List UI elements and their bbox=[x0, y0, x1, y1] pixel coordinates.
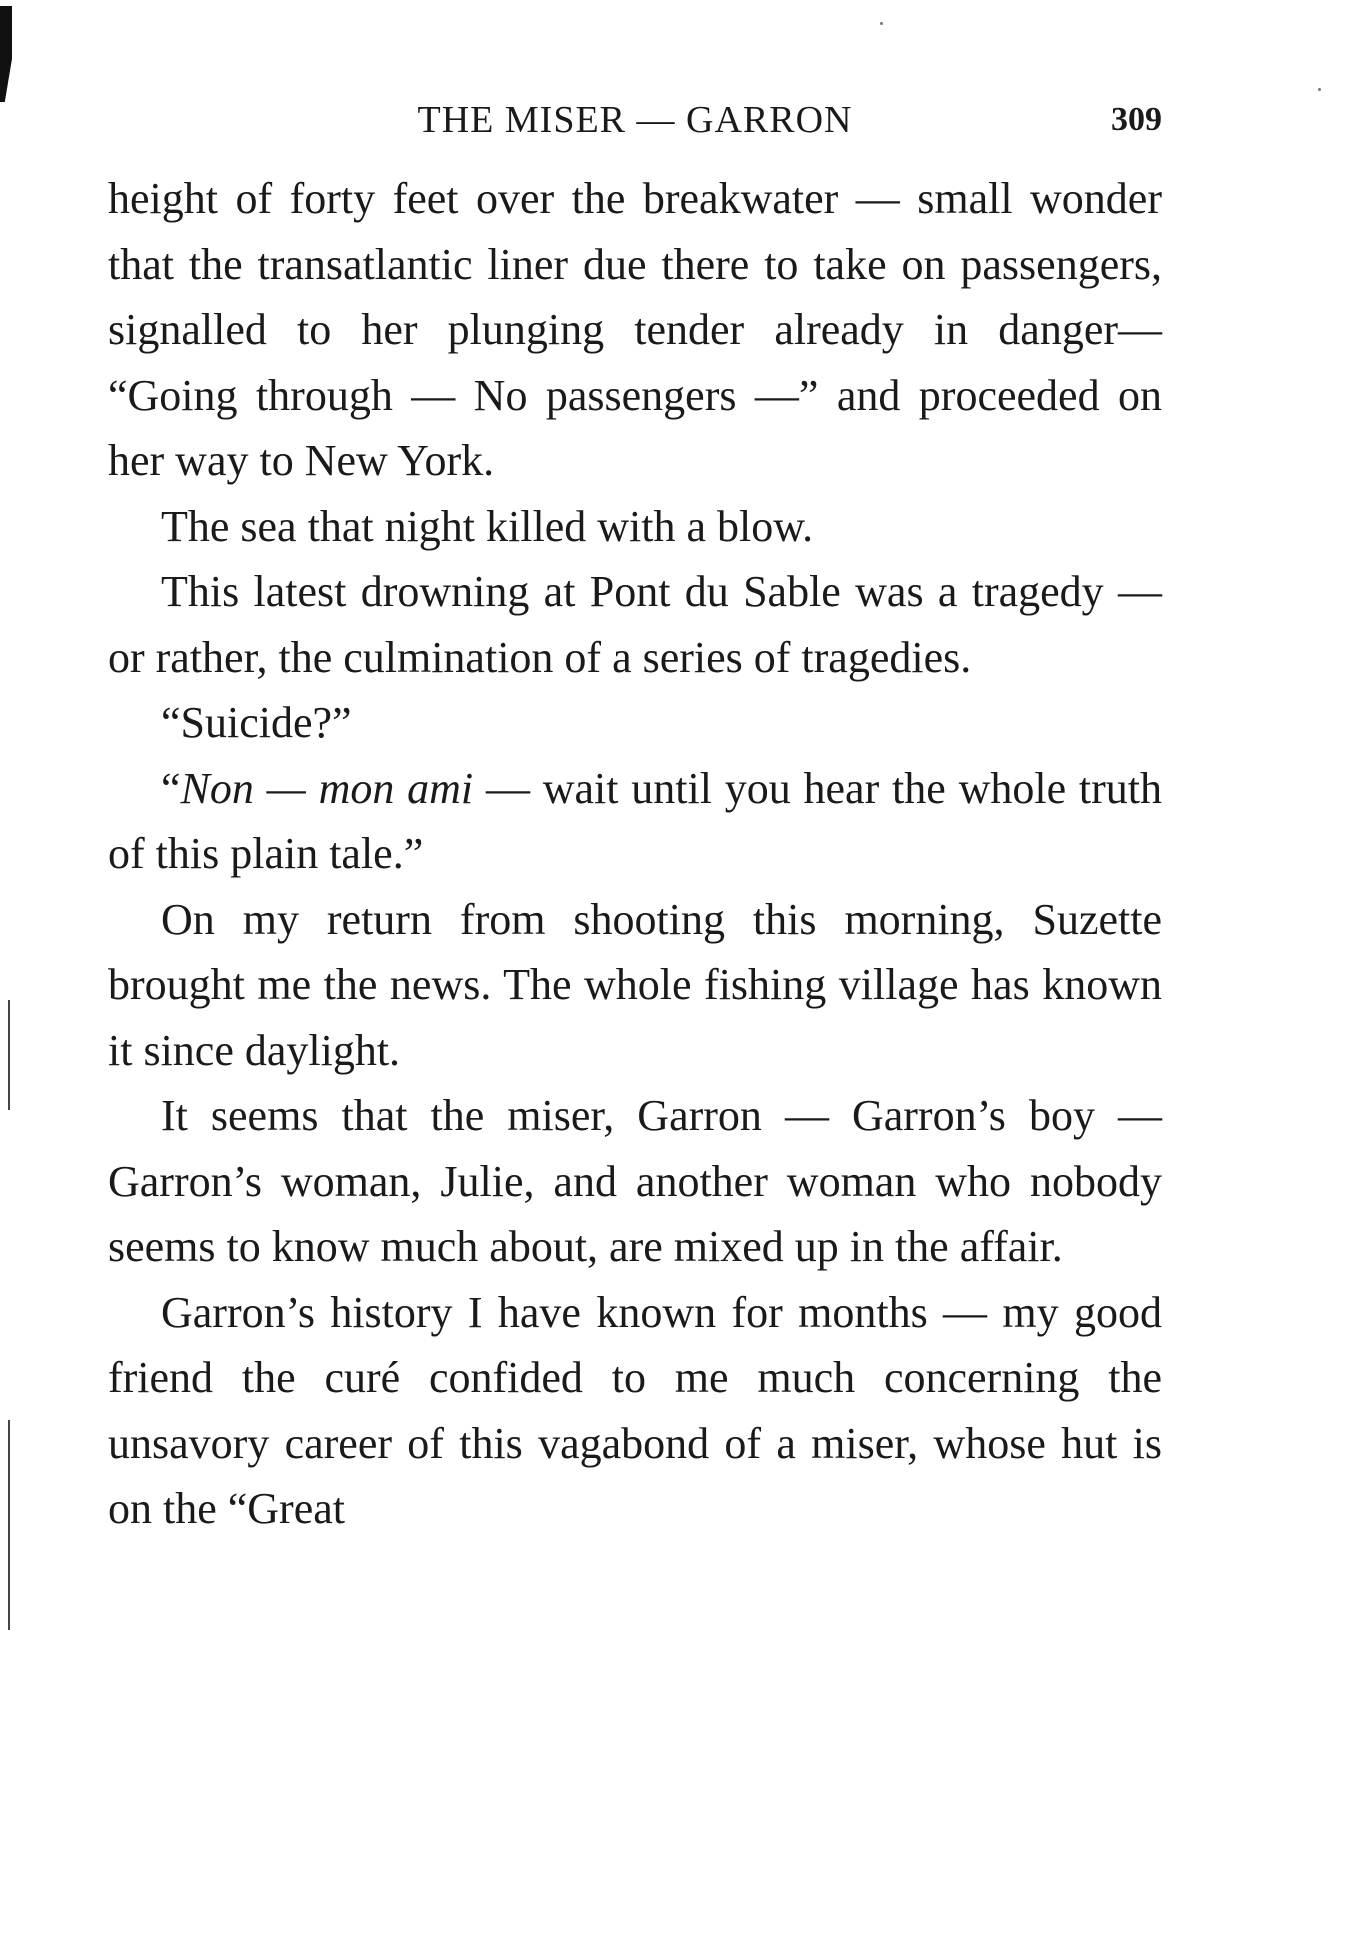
paragraph: “Suicide?” bbox=[161, 698, 352, 747]
open-quote: “ bbox=[161, 763, 181, 813]
paragraph-rest: — wait until you hear the whole truth of this plain tale.” bbox=[108, 763, 1162, 878]
paragraph: This latest drowning at Pont du Sable was a tragedy — or rather, the culmination of a series of tragedies. bbox=[108, 567, 1162, 682]
paragraph: On my return from shooting this morning, Suzette brought me the news. The whole fishing village has known it since daylight. bbox=[108, 894, 1162, 1075]
italic-phrase: Non — mon ami bbox=[180, 763, 474, 813]
paragraph bbox=[108, 756, 1162, 887]
paragraph: The sea that night killed with a blow. bbox=[161, 501, 814, 551]
paragraph-continued: height of forty feet over the breakwater — small wonder that the transatlantic liner due there to take on passengers, signalled to her plunging tender already in danger— “Going through — No passengers —” and proceeded on her way to New York. bbox=[108, 174, 1162, 485]
running-title: THE MISER — GARRON bbox=[417, 99, 853, 141]
scan-corner-mark bbox=[0, 6, 12, 102]
scan-margin-mark bbox=[8, 1000, 10, 1110]
scan-speck bbox=[1318, 88, 1321, 91]
paragraph: It seems that the miser, Garron — Garron’s boy — Garron’s woman, Julie, and another woman who nobody seems to know much about, are mixed up in the affair. bbox=[108, 1091, 1162, 1271]
paragraph: Garron’s history I have known for months — my good friend the curé confided to me much concerning the unsavory career of this vagabond of a miser, whose hut is on the “Great bbox=[108, 1287, 1162, 1533]
page-number: 309 bbox=[1111, 101, 1162, 138]
body-text bbox=[108, 166, 1162, 1542]
scan-speck bbox=[880, 22, 883, 25]
page-header bbox=[108, 95, 1162, 145]
scan-margin-mark bbox=[8, 1420, 10, 1630]
